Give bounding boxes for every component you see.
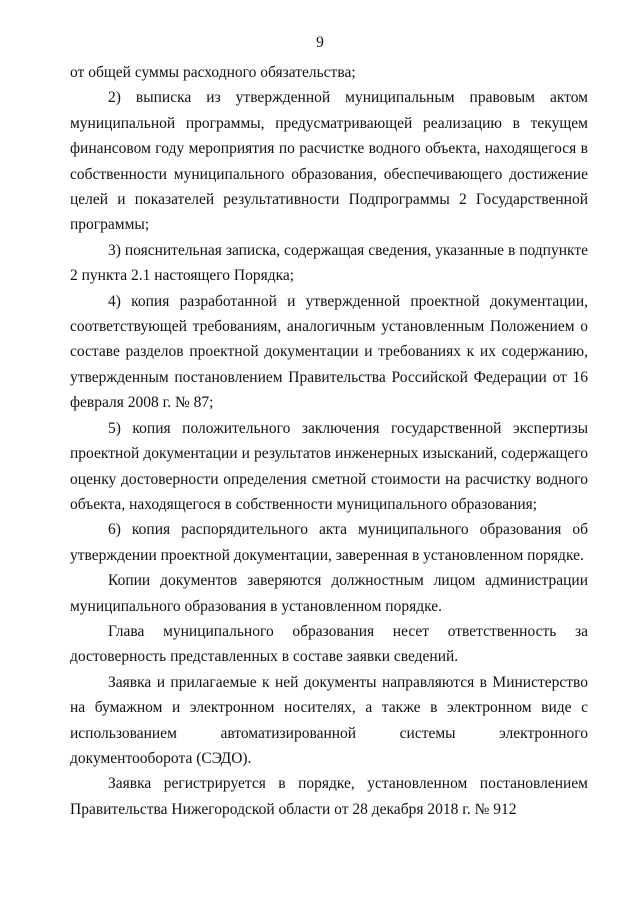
paragraph-item-3: 3) пояснительная записка, содержащая сведения, указанные в подпункте 2 пункта 2.1 настоящего Порядка; [70,241,588,285]
paragraph-item-5: 5) копия положительного заключения государственной экспертизы проектной документации и результатов инженерных изысканий, содержащего оценку достоверности определения сметной стоимости на расчистку водного объекта, находящегося в собственности муниципального образования; [70,419,588,513]
paragraph-item-4: 4) копия разработанной и утвержденной проектной документации, соответствующей требованиям, аналогичным установленным Положением о составе разделов проектной документации и требованиях к их содержанию, утвержденным постановлением Правительства Российской Федерации от 16 февраля 2008 г. № 87; [70,292,588,412]
paragraph-copies: Копии документов заверяются должностным лицом администрации муниципального образования в установленном порядке. [70,572,588,615]
paragraph-registration: Заявка регистрируется в порядке, установленном постановлением Правительства Нижегородской области от 28 декабря 2018 г. № 912 [70,775,588,818]
paragraph-continuation: от общей суммы расходного обязательства; [70,64,356,81]
document-body [70,60,588,822]
paragraph-item-2: 2) выписка из утвержденной муниципальным правовым актом муниципальной программы, предусматривающей реализацию в текущем финансовом году мероприятия по расчистке водного объекта, находящегося в собственности муниципального образования, обеспечивающего достижение целей и показателей результативности Подпрограммы 2 Государственной программы; [70,89,588,234]
paragraph-item-6: 6) копия распорядительного акта муниципального образования об утверждении проектной документации, заверенная в установленном порядке. [70,521,588,564]
page-number: 9 [316,34,324,51]
paragraph-submission: Заявка и прилагаемые к ней документы направляются в Министерство на бумажном и электронном носителях, а также в электронном виде с использованием автоматизированной системы электронного документооборота (СЭДО). [70,673,588,767]
paragraph-responsibility: Глава муниципального образования несет ответственность за достоверность представленных в составе заявки сведений. [70,622,588,666]
